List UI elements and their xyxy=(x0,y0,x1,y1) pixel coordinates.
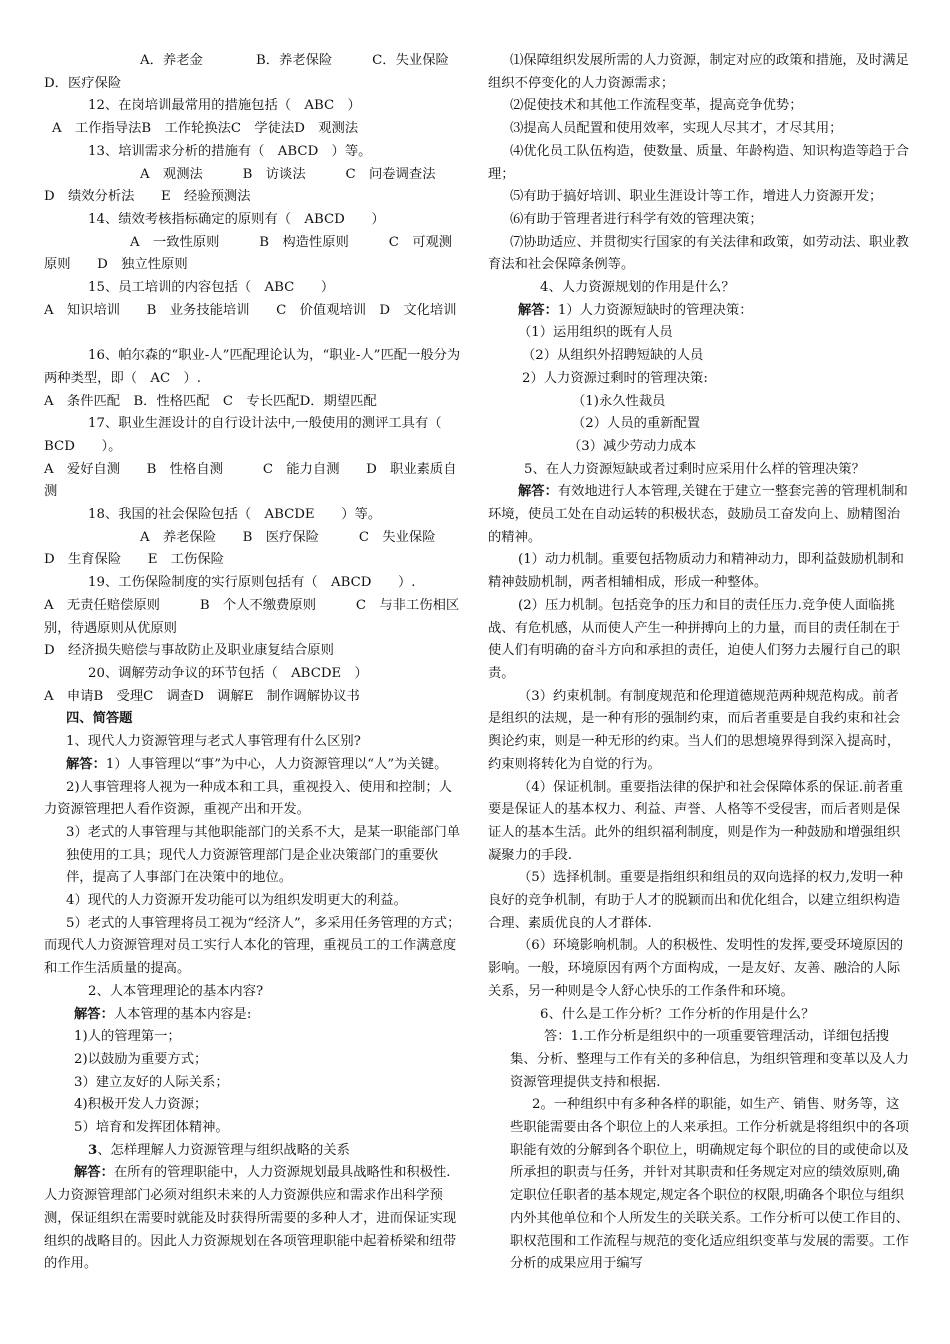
text-line: A 养老保险 B 医疗保险 C 失业保险 xyxy=(140,529,436,545)
text-line: ⑹有助于管理者进行科学有效的管理决策； xyxy=(510,211,763,227)
text-line: （2）从组织外招聘短缺的人员 xyxy=(522,348,704,364)
answer-label: 解答： xyxy=(74,1165,114,1181)
answer-label: 解答： xyxy=(518,302,558,318)
text-line: （5）选择机制。重要是指组织和组员的双向选择的权力,发明一种良好的竞争机制，有助于人才的脱颖而出和优化组合，以建立组织构造合理、素质优良的人才群体. xyxy=(488,870,903,931)
text-line: D．医疗保险 xyxy=(44,75,122,91)
text-line xyxy=(44,1162,462,1276)
text-line xyxy=(488,481,910,549)
text-line: 17、职业生涯设计的自行设计法中,一般使用的测评工具有（ BCD ）。 xyxy=(44,416,455,454)
question-text: 、怎样理解人力资源管理与组织战略的关系 xyxy=(97,1142,350,1158)
text-line: A 条件匹配 B．性格匹配 C 专长匹配D．期望匹配 xyxy=(44,393,377,409)
text-line: A 申请B 受理C 调查D 调解E 制作调解协议书 xyxy=(44,688,360,704)
answer-text: 在所有的管理职能中，人力资源规划最具战略性和积极性.人力资源管理部门必须对组织未来的人力资源供应和需求作出科学预测，保证组织在需要时就能及时获得所需要的多种人才，进而保证实现组织的战略目的。因此人力资源规划在各项管理职能中起着桥梁和纽带的作用。 xyxy=(44,1165,457,1272)
text-line: A 一致性原则 B 构造性原则 C 可观测原则 D 独立性原则 xyxy=(44,234,453,273)
text-line: D 绩效分析法 E 经验预测法 xyxy=(44,189,251,205)
text-line xyxy=(44,322,462,345)
text-line: 2、人本管理理论的基本内容? xyxy=(88,983,264,999)
text-line: 2)以鼓励为重要方式； xyxy=(74,1051,208,1067)
answer-label: 解答： xyxy=(518,484,558,500)
text-line: （6）环境影响机制。人的积极性、发明性的发挥,要受环境原因的影响。一般，环境原因有两个方面构成，一是友好、友善、融洽的人际关系，另一种则是令人舒心快乐的工作条件和环境。 xyxy=(488,938,903,999)
text-line: 4)积极开发人力资源； xyxy=(74,1097,208,1113)
answer-text: 1）人事管理以“事”为中心，人力资源管理以“人”为关键。 xyxy=(105,756,448,772)
text-line: 14、绩效考核指标确定的原则有（ ABCD ） xyxy=(88,211,385,227)
text-line xyxy=(44,1004,462,1027)
answer-text: 1）人力资源短缺时的管理决策： xyxy=(557,302,753,318)
text-line: (1）动力机制。重要包括物质动力和精神动力，即利益鼓励机制和精神鼓励机制，两者相辅相成，形成一种整体。 xyxy=(488,552,904,591)
text-line: （2）人员的重新配置 xyxy=(572,416,701,432)
text-line: 6、什么是工作分析？工作分析的作用是什么？ xyxy=(540,1006,815,1022)
text-line: ⑷优化员工队伍构造，使数量、质量、年龄构造、知识构造等趋于合理； xyxy=(488,143,909,182)
text-line: ⑶提高人员配置和使用效率，实现人尽其才，才尽其用； xyxy=(510,121,843,137)
text-line: 15、员工培训的内容包括（ ABC ） xyxy=(88,280,335,296)
text-line: 5）培育和发挥团体精神。 xyxy=(74,1120,229,1136)
text-line xyxy=(44,1140,462,1163)
text-line: 1、现代人力资源管理与老式人事管理有什么区别? xyxy=(66,734,361,750)
text-line: 四、简答题 xyxy=(66,711,133,727)
text-line: ⑴保障组织发展所需的人力资源，制定对应的政策和措施，及时满足组织不停变化的人力资源需求； xyxy=(488,53,909,91)
text-line: (2）压力机制。包括竞争的压力和目的责任压力.竞争使人面临挑战、有危机感，从而使人产生一种拼搏向上的力量，而目的责任制在于使人们有明确的奋斗方向和承担的责任，迫使人们努力去履行自己的职责。 xyxy=(488,597,901,681)
answer-text: 人本管理的基本内容是: xyxy=(113,1006,252,1022)
text-line: ⑵促使技术和其他工作流程变革，提高竞争优势； xyxy=(510,98,803,114)
text-line: 答：1.工作分析是组织中的一项重要管理活动，详细包括搜集、分析、整理与工作有关的多种信息，为组织管理和变革以及人力资源管理提供支持和根据. xyxy=(510,1029,909,1090)
question-number: 3 xyxy=(88,1142,98,1158)
text-line: （4）保证机制。重要指法律的保护和社会保障体系的保证.前者重要是保证人的基本权力、利益、声誉、人格等不受侵害，而后者则是保证人的基本生活。此外的组织福利制度，则是作为一种鼓励和增强组织凝聚力的手段. xyxy=(488,779,903,863)
text-line: 12、在岗培训最常用的措施包括（ ABC ） xyxy=(88,98,361,114)
text-line: A 无责任赔偿原则 B 个人不缴费原则 C 与非工伤相区别，待遇原则从优原则 xyxy=(44,597,460,636)
text-line: 2)人事管理将人视为一种成本和工具，重视投入、使用和控制；人力资源管理把人看作资源，重视产出和开发。 xyxy=(44,779,452,818)
text-line: A．养老金 B．养老保险 C．失业保险 xyxy=(140,53,449,68)
text-line: 13、培训需求分析的措施有（ ABCD ）等。 xyxy=(88,143,372,159)
text-line: 2。一种组织中有多种各样的职能，如生产、销售、财务等，这些职能需要由各个职位上的人来承担。工作分析就是将组织中的各项职能有效的分解到各个职位上，明确规定每个职位的目的或使命以及所承担的职责与任务，并针对其职责和任务规定对应的绩效原则,确定职位任职者的基本规定,规定各个职位的权限,明确各个职位与组织内外其他单位和个人所发生的关联关系。工作分析可以使工作目的、职权范围和工作流程与规范的变化适应组织变革与发展的需要。工作分析的成果应用于编写 xyxy=(510,1097,909,1272)
text-line: 5）老式的人事管理将员工视为“经济人”，多采用任务管理的方式；而现代人力资源管理对员工实行人本化的管理，重视员工的工作满意度和工作生活质量的提高。 xyxy=(44,915,461,977)
text-line: ⑺协助适应、并贯彻实行国家的有关法律和政策，如劳动法、职业教育法和社会保障条例等。 xyxy=(488,234,909,273)
text-line: 3）老式的人事管理与其他职能部门的关系不大，是某一职能部门单独使用的工具；现代人力资源管理部门是企业决策部门的重要伙伴，提高了人事部门在决策中的地位。 xyxy=(66,824,461,886)
answer-label: 解答： xyxy=(74,1006,114,1022)
text-line: D 生育保险 E 工伤保险 xyxy=(44,552,224,568)
text-line: 4）现代的人力资源开发功能可以为组织发明更大的利益。 xyxy=(66,893,407,909)
text-line: 4、人力资源规划的作用是什么？ xyxy=(540,280,735,296)
text-line: 5、在人力资源短缺或者过剩时应采用什么样的管理决策？ xyxy=(524,461,865,477)
text-line: 3）建立友好的人际关系； xyxy=(74,1074,229,1090)
text-line: 20、调解劳动争议的环节包括（ ABCDE ） xyxy=(88,665,368,681)
text-line xyxy=(488,300,910,323)
text-line: 1)人的管理第一； xyxy=(74,1029,181,1045)
text-line: ⑸有助于搞好培训、职业生涯设计等工作，增进人力资源开发； xyxy=(510,189,883,205)
text-line: （3）减少劳动力成本 xyxy=(568,438,697,454)
text-line: 2）人力资源过剩时的管理决策: xyxy=(522,370,708,386)
left-column xyxy=(44,50,462,1276)
text-line: 16、帕尔森的“职业-人”匹配理论认为，“职业-人”匹配一般分为两种类型，即（ AC ）. xyxy=(44,348,461,386)
text-line: A 观测法 B 访谈法 C 问卷调查法 xyxy=(140,166,436,182)
text-line xyxy=(44,754,462,777)
answer-label: 解答： xyxy=(66,756,106,772)
text-line: A 爱好自测 B 性格自测 C 能力自测 D 职业素质自测 xyxy=(44,461,457,500)
text-line: 18、我国的社会保险包括（ ABCDE ）等。 xyxy=(88,507,382,523)
text-line: （1)永久性裁员 xyxy=(572,393,666,409)
answer-text: 有效地进行人本管理,关键在于建立一整套完善的管理机制和环境，使员工处在自动运转的积极状态，鼓励员工奋发向上、励精图治的精神。 xyxy=(488,484,908,545)
text-line: D 经济损失赔偿与事故防止及职业康复结合原则 xyxy=(44,643,334,659)
text-line: A 工作指导法B 工作轮换法C 学徒法D 观测法 xyxy=(52,121,359,137)
text-line: （3）约束机制。有制度规范和伦理道德规范两种规范构成。前者是组织的法规，是一种有形的强制约束，而后者重要是自我约束和社会舆论约束，则是一种无形的约束。当人们的思想境界得到深入提高时，约束则将转化为自觉的行为。 xyxy=(488,688,901,772)
right-column xyxy=(488,50,910,1276)
text-line: A 知识培训 B 业务技能培训 C 价值观培训 D 文化培训 xyxy=(44,302,457,318)
text-line: 19、工伤保险制度的实行原则包括有（ ABCD ）. xyxy=(88,575,416,591)
text-line: （1）运用组织的既有人员 xyxy=(518,325,673,341)
